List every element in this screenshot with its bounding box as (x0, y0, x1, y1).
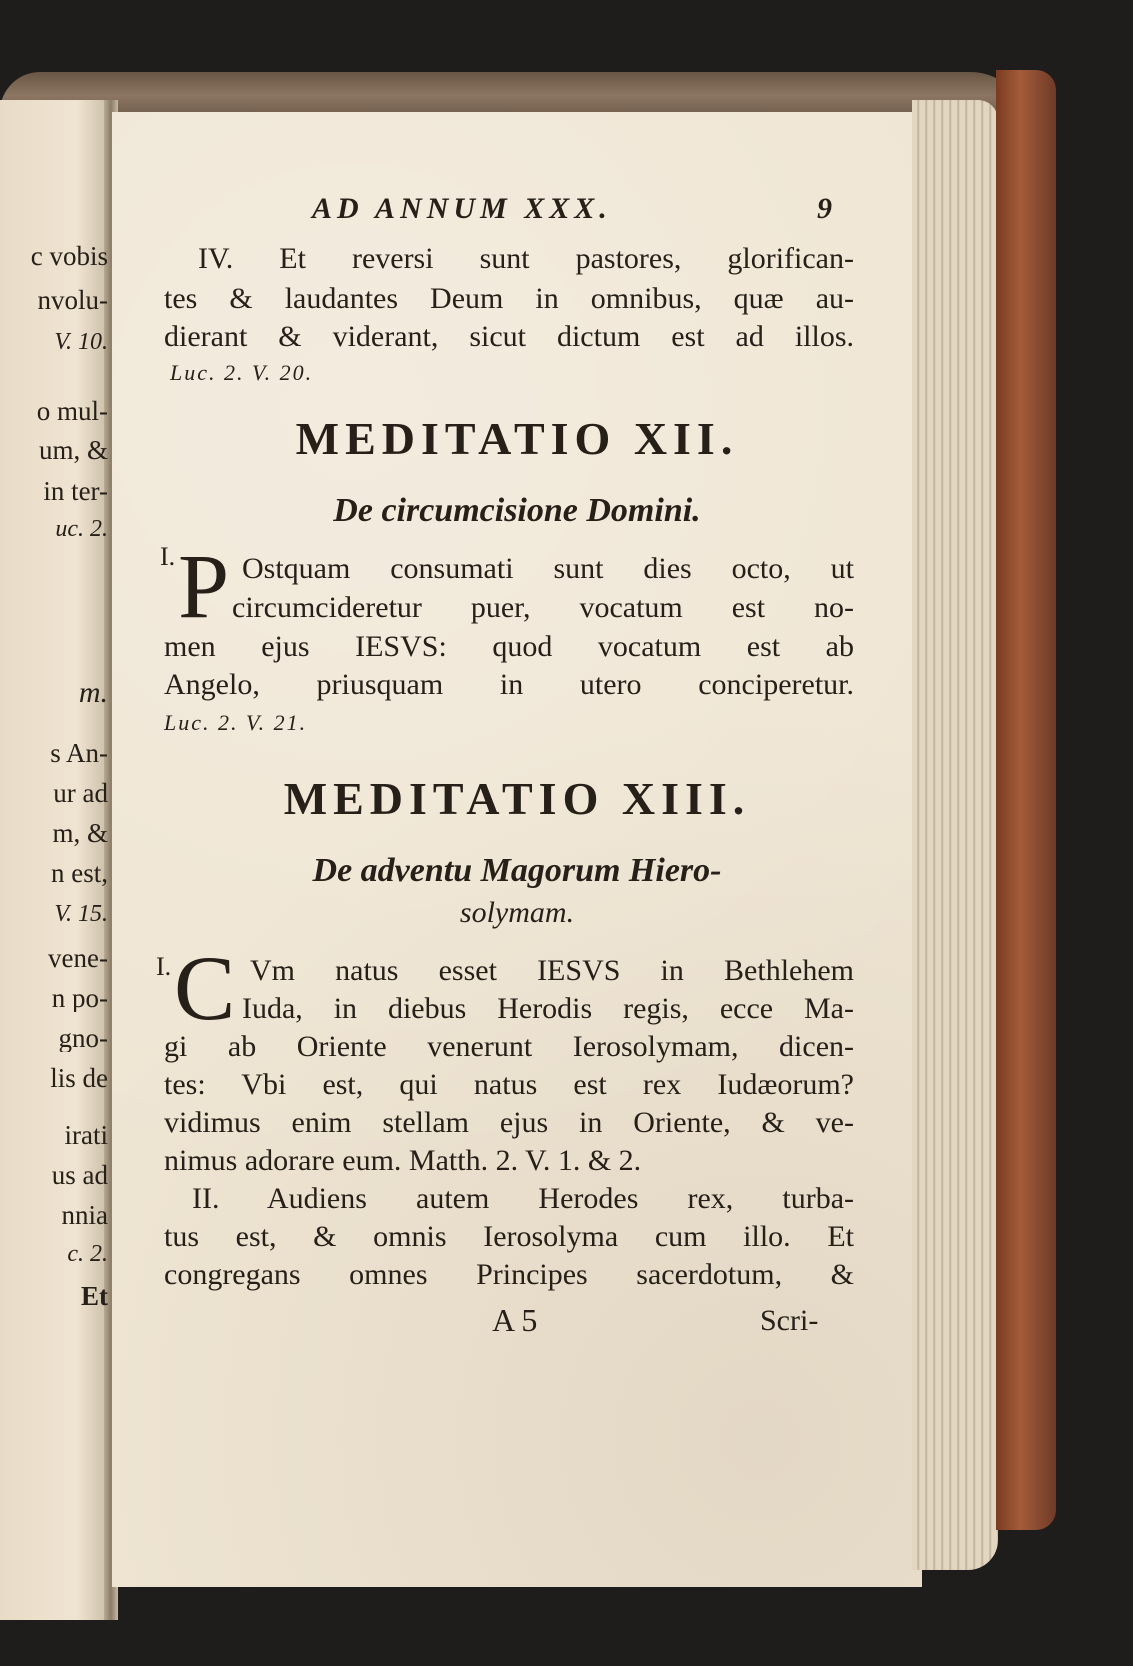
drop-cap: P (178, 535, 230, 637)
left-page-line: m, & (52, 820, 108, 847)
left-page-line: c vobis (30, 243, 108, 270)
text-line: tes & laudantes Deum in omnibus, quæ au- (164, 282, 854, 315)
left-page-line: um, & (38, 437, 108, 464)
left-page-line: ur ad (53, 780, 108, 807)
text-line: IV. Et reversi sunt pastores, glorifican- (198, 242, 854, 275)
text-line: Ostquam consumati sunt dies octo, ut (242, 552, 854, 585)
scripture-reference: Luc. 2. V. 21. (164, 710, 308, 735)
text-line: men ejus IESVS: quod vocatum est ab (164, 630, 854, 663)
signature-mark: A 5 (492, 1302, 538, 1338)
running-head (312, 192, 832, 226)
catchword: Scri- (760, 1304, 819, 1337)
page-fore-edge (912, 100, 998, 1570)
running-head-title: AD ANNUM XXX. (312, 192, 612, 225)
text-line: II. Audiens autem Herodes rex, turba- (192, 1182, 854, 1215)
left-page-line: V. 15. (54, 902, 108, 926)
text-line: congregans omnes Principes sacerdotum, & (164, 1258, 854, 1291)
text-line: circumcideretur puer, vocatum est no- (232, 591, 854, 624)
left-page-line: lis de (50, 1065, 108, 1092)
left-page-line: in ter- (43, 478, 108, 505)
left-page-line: us ad (51, 1162, 108, 1189)
meditation-title: MEDITATIO XIII. (283, 773, 751, 824)
text-line: dierant & viderant, sicut dictum est ad illos. (164, 320, 854, 353)
text-line: Angelo, priusquam in utero conciperetur. (164, 668, 854, 701)
text-line: vidimus enim stellam ejus in Oriente, & ve- (164, 1106, 854, 1139)
left-page-line: o mul- (36, 398, 108, 425)
text-line: Iuda, in diebus Herodis regis, ecce Ma- (242, 992, 854, 1025)
left-page-line: c. 2. (67, 1242, 108, 1266)
meditation-subtitle: De adventu Magorum Hiero- (312, 852, 722, 889)
meditation-subtitle: De circumcisione Domini. (333, 492, 701, 529)
left-page-line: V. 10. (54, 330, 108, 354)
left-page-line: irati (64, 1122, 108, 1149)
page-number: 9 (817, 192, 832, 225)
left-page-line: nvolu- (37, 287, 108, 314)
text-line: Vm natus esset IESVS in Bethlehem (250, 954, 854, 987)
right-page-text (112, 112, 922, 1587)
left-page-line: s An- (50, 740, 108, 767)
text-line: gi ab Oriente venerunt Ierosolymam, dicen- (164, 1030, 854, 1063)
meditation-subtitle-continued: solymam. (459, 896, 575, 929)
left-page-line: nnia (61, 1202, 108, 1229)
left-page-line: m. (78, 678, 108, 708)
paragraph-marker: I. (160, 542, 176, 571)
text-line: nimus adorare eum. Matth. 2. V. 1. & 2. (164, 1144, 642, 1177)
left-page-line: uc. 2. (55, 517, 108, 541)
leather-cover-board (996, 70, 1056, 1530)
paragraph-marker: I. (156, 952, 172, 981)
left-page-line: Et (81, 1283, 108, 1310)
text-line: tus est, & omnis Ierosolyma cum illo. Et (164, 1220, 854, 1253)
meditation-title: MEDITATIO XII. (295, 413, 739, 464)
left-page-line: n po- (51, 985, 108, 1012)
left-page-line: vene- (48, 945, 108, 972)
left-page-line: n est, (51, 860, 108, 887)
left-page-line: gno- (58, 1025, 108, 1052)
text-line: tes: Vbi est, qui natus est rex Iudæorum? (164, 1068, 854, 1101)
drop-cap: C (174, 937, 236, 1039)
scripture-reference: Luc. 2. V. 20. (170, 360, 314, 385)
